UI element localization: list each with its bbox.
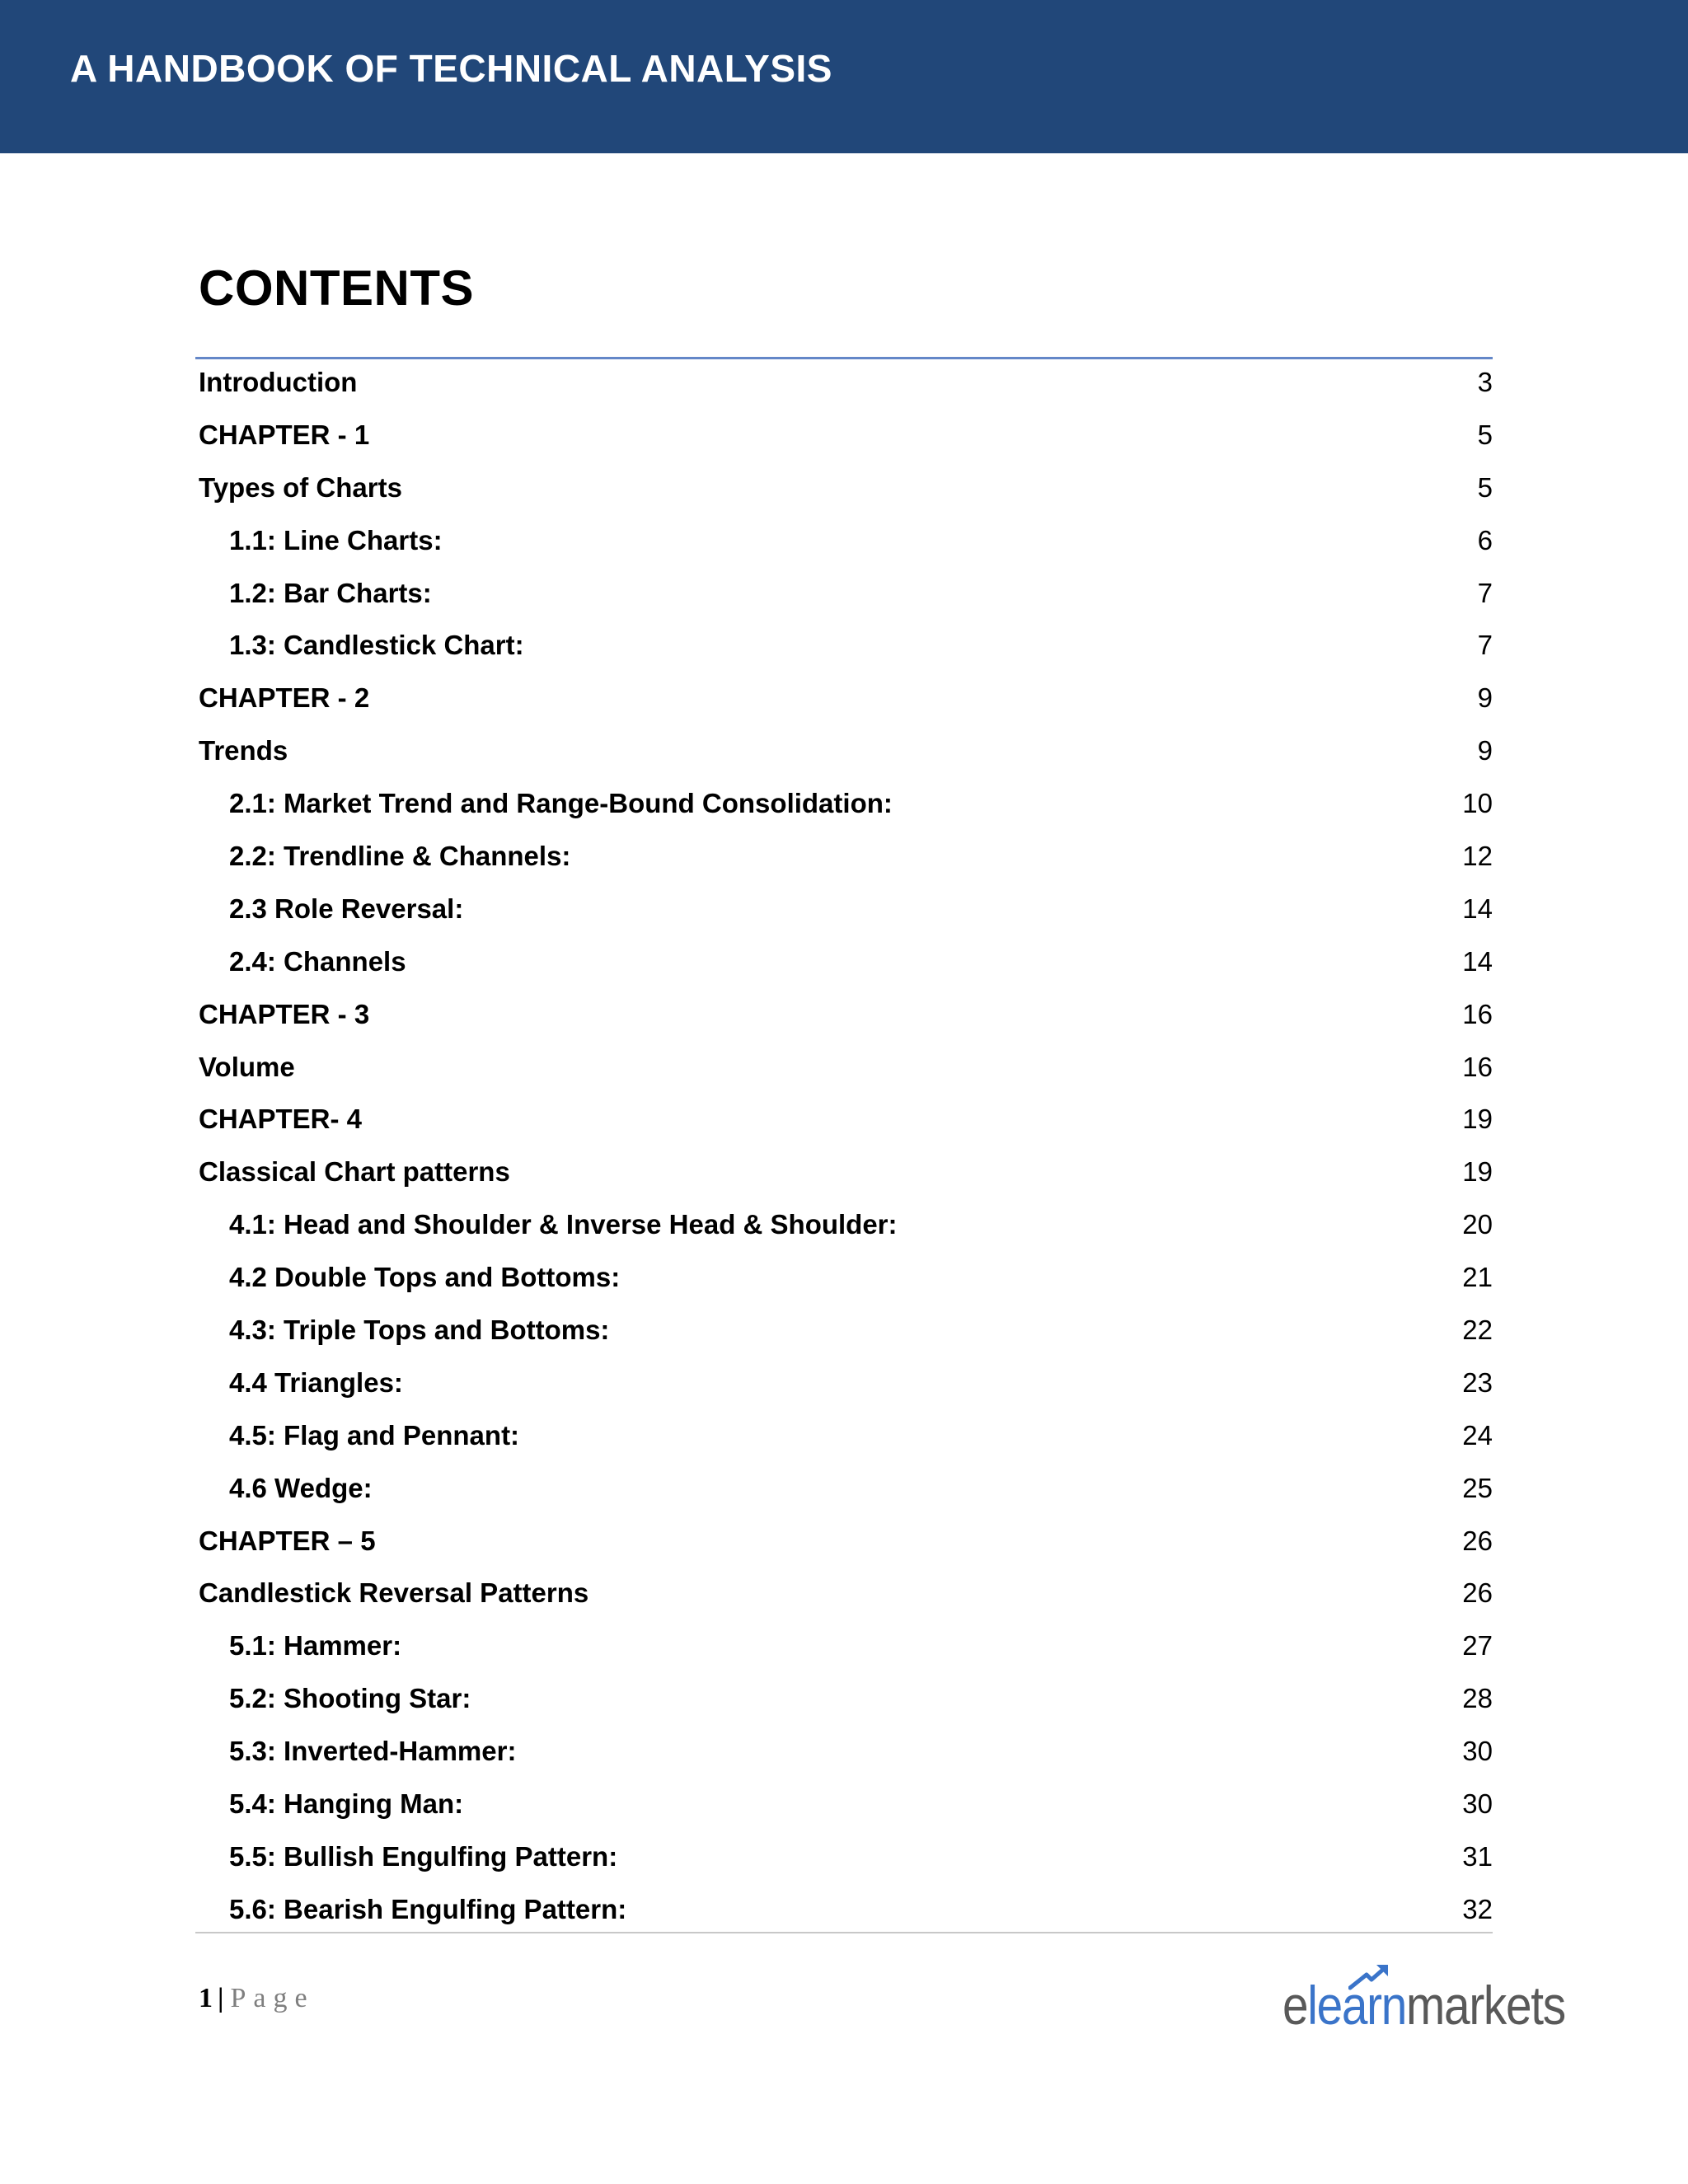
toc-entry-label: 4.4 Triangles:: [229, 1366, 403, 1398]
page-separator: |: [218, 1983, 224, 2013]
toc-entry[interactable]: [199, 1729, 1493, 1782]
toc-entry-label: 2.3 Role Reversal:: [229, 893, 464, 924]
toc-entry-page: 16: [1462, 1051, 1493, 1082]
toc-entry[interactable]: [199, 1624, 1493, 1676]
toc-entry[interactable]: [199, 1519, 1493, 1572]
toc-entry-page: 26: [1462, 1525, 1493, 1556]
toc-entry-label: Types of Charts: [199, 471, 402, 503]
toc-entry[interactable]: [199, 1097, 1493, 1150]
toc-entry-label: 2.1: Market Trend and Range-Bound Consolidation:: [229, 788, 893, 819]
toc-entry-label: 5.2: Shooting Star:: [229, 1683, 471, 1714]
toc-entry-page: 7: [1477, 577, 1493, 608]
toc-entry-label: CHAPTER - 1: [199, 419, 370, 450]
elearnmarkets-logo: [1282, 1968, 1611, 2042]
toc-entry[interactable]: [199, 1361, 1493, 1413]
toc-entry-label: 4.6 Wedge:: [229, 1472, 373, 1503]
toc-entry-page: 5: [1477, 471, 1493, 503]
document-title: A HANDBOOK OF TECHNICAL ANALYSIS: [70, 47, 832, 90]
toc-entry-label: 4.3: Triple Tops and Bottoms:: [229, 1315, 610, 1346]
toc-entry-page: 21: [1462, 1262, 1493, 1293]
toc-entry-page: 22: [1462, 1315, 1493, 1346]
toc-entry[interactable]: [199, 676, 1493, 729]
toc-entry[interactable]: [199, 1571, 1493, 1624]
toc-entry-page: 24: [1462, 1419, 1493, 1451]
toc-entry-label: 1.2: Bar Charts:: [229, 577, 432, 608]
logo-wordmark: [1282, 1968, 1565, 2042]
logo-part-learn: learn: [1307, 1975, 1407, 2036]
toc-entry[interactable]: [199, 940, 1493, 992]
toc-entry-label: CHAPTER - 3: [199, 998, 370, 1029]
toc-entry-label: 5.6: Bearish Engulfing Pattern:: [229, 1893, 627, 1924]
toc-entry-page: 30: [1462, 1736, 1493, 1767]
toc-entry[interactable]: [199, 1782, 1493, 1835]
toc-entry[interactable]: [199, 1413, 1493, 1466]
toc-entry[interactable]: [199, 1308, 1493, 1361]
toc-entry-label: CHAPTER – 5: [199, 1525, 376, 1556]
toc-entry-page: 19: [1462, 1156, 1493, 1188]
contents-bottom-rule: [195, 1932, 1493, 1933]
toc-entry-page: 7: [1477, 630, 1493, 661]
toc-entry-label: 1.1: Line Charts:: [229, 524, 443, 555]
toc-entry[interactable]: [199, 518, 1493, 571]
toc-entry-label: 5.3: Inverted-Hammer:: [229, 1736, 517, 1767]
toc-entry-page: 26: [1462, 1577, 1493, 1609]
toc-entry-label: Volume: [199, 1051, 295, 1082]
page-word: Page: [230, 1983, 315, 2013]
contents-top-rule: [195, 357, 1493, 359]
table-of-contents: [199, 360, 1493, 1940]
toc-entry-page: 10: [1462, 788, 1493, 819]
toc-entry[interactable]: [199, 1150, 1493, 1202]
toc-entry-page: 14: [1462, 945, 1493, 977]
toc-entry[interactable]: [199, 623, 1493, 676]
toc-entry-label: 1.3: Candlestick Chart:: [229, 630, 524, 661]
toc-entry-label: Classical Chart patterns: [199, 1156, 510, 1188]
toc-entry[interactable]: [199, 413, 1493, 466]
toc-entry-page: 16: [1462, 998, 1493, 1029]
toc-entry-label: Introduction: [199, 367, 358, 397]
toc-entry[interactable]: [199, 1676, 1493, 1729]
toc-entry-page: 23: [1462, 1366, 1493, 1398]
logo-part-e: e: [1282, 1975, 1308, 2036]
toc-entry[interactable]: [199, 781, 1493, 834]
toc-entry-page: 14: [1462, 893, 1493, 924]
toc-entry-page: 25: [1462, 1472, 1493, 1503]
toc-entry-label: CHAPTER - 2: [199, 682, 370, 714]
toc-entry[interactable]: [199, 834, 1493, 887]
toc-entry-page: 32: [1462, 1893, 1493, 1924]
toc-entry-label: Candlestick Reversal Patterns: [199, 1577, 589, 1609]
toc-entry-label: 5.5: Bullish Engulfing Pattern:: [229, 1840, 618, 1872]
toc-entry-label: 2.4: Channels: [229, 945, 406, 977]
toc-entry[interactable]: [199, 1202, 1493, 1255]
toc-entry-label: Trends: [199, 735, 288, 766]
toc-entry-label: 5.1: Hammer:: [229, 1630, 402, 1661]
toc-entry[interactable]: [199, 466, 1493, 518]
toc-entry-page: 3: [1477, 367, 1493, 397]
toc-entry-page: 28: [1462, 1683, 1493, 1714]
toc-entry[interactable]: [199, 1835, 1493, 1887]
contents-heading: CONTENTS: [199, 260, 474, 316]
toc-entry-page: 5: [1477, 419, 1493, 450]
toc-entry-page: 9: [1477, 682, 1493, 714]
toc-entry[interactable]: [199, 1466, 1493, 1519]
toc-entry[interactable]: [199, 571, 1493, 624]
toc-entry[interactable]: [199, 360, 1493, 413]
header-band: [0, 0, 1688, 153]
toc-entry[interactable]: [199, 1255, 1493, 1308]
toc-entry-label: CHAPTER- 4: [199, 1104, 363, 1135]
toc-entry-label: 4.5: Flag and Pennant:: [229, 1419, 520, 1451]
toc-entry[interactable]: [199, 992, 1493, 1045]
toc-entry-label: 5.4: Hanging Man:: [229, 1788, 464, 1820]
toc-entry-page: 20: [1462, 1209, 1493, 1240]
toc-entry-page: 31: [1462, 1840, 1493, 1872]
toc-entry-label: 4.1: Head and Shoulder & Inverse Head & Shoulder:: [229, 1209, 898, 1240]
toc-entry-page: 27: [1462, 1630, 1493, 1661]
logo-part-markets: markets: [1406, 1975, 1565, 2036]
toc-entry[interactable]: [199, 729, 1493, 781]
toc-entry[interactable]: [199, 1045, 1493, 1098]
toc-entry-label: 2.2: Trendline & Channels:: [229, 841, 571, 872]
toc-entry-page: 6: [1477, 524, 1493, 555]
toc-entry-page: 9: [1477, 735, 1493, 766]
page-number: 1: [199, 1983, 213, 2013]
toc-entry-page: 30: [1462, 1788, 1493, 1820]
toc-entry-label: 4.2 Double Tops and Bottoms:: [229, 1262, 621, 1293]
toc-entry-page: 19: [1462, 1104, 1493, 1135]
toc-entry[interactable]: [199, 887, 1493, 940]
page-footer: [199, 1983, 315, 2014]
toc-entry-page: 12: [1462, 841, 1493, 872]
